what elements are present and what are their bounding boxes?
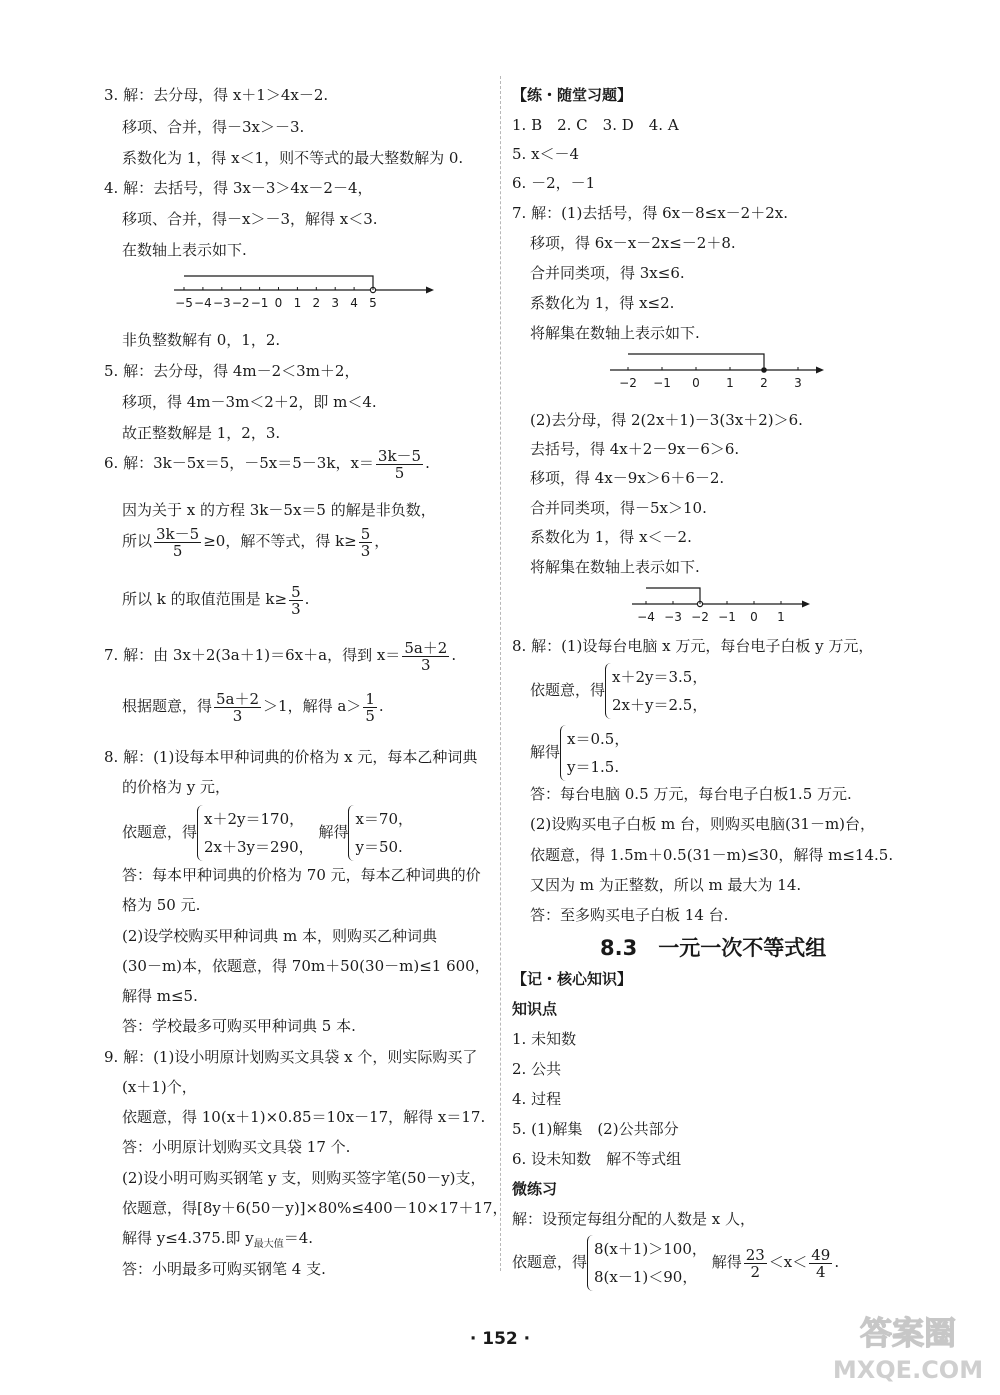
q4-number-line: [174, 270, 436, 316]
core-knowledge-header: 【记・核心知识】: [512, 970, 633, 988]
q8-line: 答：每本甲种词典的价格为 70 元，每本乙种词典的价: [122, 866, 481, 884]
equation: 8(x＋1)＞100，: [594, 1240, 707, 1258]
axis-tick-label: −4: [637, 610, 655, 624]
fraction: [809, 1247, 832, 1280]
q8-line: 格为 50 元.: [122, 896, 201, 914]
q6-text: .: [425, 454, 430, 472]
q7-line-1: [104, 638, 456, 673]
numerator: 3k－5: [156, 524, 200, 543]
r7-line: 去括号，得 4x＋2－9x－6＞6.: [530, 440, 740, 458]
r8-text: 解得: [530, 743, 561, 761]
numerator: 5: [291, 582, 301, 601]
q6-text: 所以 k 的取值范围是 k≥: [122, 590, 288, 608]
practice-header: 【练・随堂习题】: [512, 86, 633, 104]
axis-tick-label: 4: [350, 296, 358, 310]
r7-line: 合并同类项，得 3x≤6.: [530, 264, 685, 282]
fraction: [154, 526, 201, 559]
q7-line-2: [122, 689, 384, 724]
q7-text: 7. 解：由 3x＋2(3a＋1)＝6x＋a，得到 x＝: [104, 646, 401, 664]
q4-line: 在数轴上表示如下.: [122, 241, 247, 259]
q7-text: 根据题意，得: [122, 697, 213, 715]
q8-line: 的价格为 y 元，: [122, 778, 231, 796]
knowledge-point: 1. 未知数: [512, 1030, 577, 1048]
q6-text: 6. 解：3k－5x＝5，－5x＝5－3k，x＝: [104, 454, 374, 472]
q9-text: 解得 y≤4.375.即 y: [122, 1229, 254, 1247]
q9-line: 答：小明最多可购买钢笔 4 支.: [122, 1260, 326, 1278]
knowledge-point: 5. (1)解集 (2)公共部分: [512, 1120, 679, 1138]
r7-line: 将解集在数轴上表示如下.: [530, 558, 700, 576]
axis-tick-label: −1: [653, 376, 671, 390]
axis-tick-label: −1: [250, 296, 269, 310]
knowledge-point: 2. 公共: [512, 1060, 562, 1078]
column-divider: [500, 76, 501, 1271]
equation-system: [605, 663, 707, 719]
fraction: [402, 640, 449, 673]
page-number: · 152 ·: [469, 1329, 531, 1349]
knowledge-points-title: 知识点: [512, 1000, 558, 1018]
r7-line: 合并同类项，得－5x＞10.: [530, 499, 707, 517]
q6-line-3: [122, 524, 389, 559]
r7-line: 移项，得 6x－x－2x≤－2＋8.: [530, 234, 736, 252]
svg-text:MXQE.COM: MXQE.COM: [832, 1356, 984, 1384]
r8-line: 依题意，得 1.5m＋0.5(31－m)≤30，解得 m≤14.5.: [530, 846, 894, 864]
q8-line: 答：学校最多可购买甲种词典 5 本.: [122, 1017, 356, 1035]
fraction: [376, 448, 423, 481]
q5-line: 移项，得 4m－3m＜2＋2，即 m＜4.: [122, 393, 377, 411]
numerator: 5a＋2: [216, 689, 260, 708]
axis-tick-label: 0: [274, 296, 283, 310]
axis-tick-label: 0: [750, 610, 758, 624]
denominator: 5: [365, 706, 375, 725]
q8-line: (2)设学校购买甲种词典 m 本，则购买乙种词典: [122, 927, 438, 945]
axis-tick-label: −2: [619, 376, 637, 390]
q4-line: 4. 解：去括号，得 3x－3＞4x－2－4，: [104, 179, 373, 197]
numerator: 5: [360, 524, 371, 543]
q6-text: ，: [374, 532, 390, 550]
equation: x＝70，: [355, 810, 414, 828]
fraction: [359, 526, 373, 559]
q6-text: ≥0，解不等式，得 k≥: [203, 532, 357, 550]
watermark-logo: [828, 1306, 988, 1388]
knowledge-point: 4. 过程: [512, 1090, 562, 1108]
micro-text: .: [834, 1253, 840, 1271]
q9-text: ＝4.: [283, 1229, 314, 1247]
q4-line: 非负整数解有 0，1，2.: [122, 331, 281, 349]
q8-system-line: [122, 802, 413, 862]
q6-line-4: [122, 582, 309, 617]
denominator: 3: [360, 541, 371, 560]
q7-text: ＞1，解得 a＞: [263, 697, 362, 715]
r7-line: 7. 解：(1)去括号，得 6x－8≤x－2＋2x.: [512, 204, 788, 222]
q6-text: .: [304, 590, 310, 608]
micro-text: 依题意，得: [512, 1253, 588, 1271]
axis-tick-label: 1: [293, 296, 302, 310]
axis-tick-label: −3: [212, 296, 231, 310]
fraction: [289, 584, 303, 617]
r8-line: 答：至多购买电子白板 14 台.: [530, 906, 729, 924]
numerator: 23: [745, 1245, 765, 1264]
axis-tick-label: 0: [692, 376, 700, 390]
axis-tick-label: 5: [369, 296, 377, 310]
q6-line-2: 因为关于 x 的方程 3k－5x＝5 的解是非负数，: [122, 501, 436, 519]
equation-system: [587, 1235, 707, 1291]
r8-system-line: [530, 660, 707, 720]
fraction: [214, 691, 261, 724]
r8-text: 依题意，得: [530, 681, 606, 699]
equation: x＋2y＝3.5，: [612, 668, 708, 686]
q8-text: 依题意，得: [122, 823, 198, 841]
q6-line-1: [104, 446, 430, 481]
q8-line: (30－m)本，依题意，得 70m＋50(30－m)≤1 600，: [122, 957, 490, 975]
r7-number-line-2: [632, 584, 810, 632]
axis-tick-label: −1: [718, 610, 736, 624]
r7-line: 系数化为 1，得 x≤2.: [530, 294, 675, 312]
q5-line: 故正整数解是 1，2，3.: [122, 424, 281, 442]
q9-line: [122, 1228, 313, 1255]
micro-text: 解得: [711, 1253, 742, 1271]
q3-line: 3. 解：去分母，得 x＋1＞4x－2.: [104, 86, 329, 104]
q9-line: (2)设小明可购买钢笔 y 支，则购买签字笔(50－y)支，: [122, 1169, 486, 1187]
r7-number-line-1: [610, 350, 826, 398]
q9-line: 9. 解：(1)设小明原计划购买文具袋 x 个，则实际购买了: [104, 1048, 478, 1066]
equation: y＝1.5.: [567, 758, 620, 776]
q8-text: 解得: [318, 823, 349, 841]
r8-line: 8. 解：(1)设每台电脑 x 万元，每台电子白板 y 万元，: [512, 637, 874, 655]
denominator: 3: [291, 599, 301, 618]
axis-tick-label: −5: [175, 296, 193, 310]
q6-text: 所以: [122, 532, 153, 550]
r8-line: (2)设购买电子白板 m 台，则购买电脑(31－m)台，: [530, 815, 876, 833]
axis-tick-label: 3: [331, 296, 340, 310]
equation-system: [560, 725, 629, 781]
axis-tick-label: −2: [691, 610, 709, 624]
q9-line: 依题意，得 10(x＋1)×0.85＝10x－17，解得 x＝17.: [122, 1108, 486, 1126]
equation: x＋2y＝170，: [204, 810, 305, 828]
axis-tick-label: 2: [760, 376, 768, 390]
equation: 2x＋y＝2.5，: [612, 696, 708, 714]
q7-text: .: [451, 646, 457, 664]
axis-tick-label: −3: [664, 610, 682, 624]
q4-line: 移项、合并，得－x＞－3，解得 x＜3.: [122, 210, 378, 228]
denominator: 3: [421, 655, 431, 674]
q9-line: (x＋1)个，: [122, 1078, 197, 1096]
numerator: 3k－5: [377, 446, 422, 465]
equation: x＝0.5，: [567, 730, 630, 748]
subscript: 最大值: [253, 1239, 284, 1250]
axis-tick-label: 1: [726, 376, 734, 390]
numerator: 1: [365, 689, 375, 708]
svg-text:答案圈: 答案圈: [859, 1314, 957, 1352]
r7-line: 将解集在数轴上表示如下.: [530, 324, 700, 342]
section-title: 8.3 一元一次不等式组: [600, 936, 827, 960]
equation: 2x＋3y＝290，: [204, 838, 314, 856]
r7-line: (2)去分母，得 2(2x＋1)－3(3x＋2)＞6.: [530, 411, 803, 429]
fraction: [744, 1247, 767, 1280]
denominator: 5: [172, 541, 183, 560]
numerator: 5a＋2: [404, 638, 448, 657]
axis-tick-label: −4: [194, 296, 212, 310]
q8-line: 解得 m≤5.: [122, 987, 198, 1005]
denominator: 5: [394, 463, 405, 482]
q9-line: 依题意，得[8y＋6(50－y)]×80%≤400－10×17＋17，: [122, 1199, 508, 1217]
axis-tick-label: −2: [231, 296, 250, 310]
equation-system: [348, 805, 413, 861]
answer-6: 6. －2，－1: [512, 174, 596, 192]
fraction: [363, 691, 377, 724]
equation-system: [197, 805, 314, 861]
r7-line: 移项，得 4x－9x＞6＋6－2.: [530, 469, 725, 487]
answer-5: 5. x＜－4: [512, 145, 580, 163]
denominator: 4: [816, 1262, 826, 1281]
q5-line: 5. 解：去分母，得 4m－2＜3m＋2，: [104, 362, 360, 380]
r8-line: 答：每台电脑 0.5 万元，每台电子白板1.5 万元.: [530, 785, 852, 803]
numerator: 49: [811, 1245, 831, 1264]
denominator: 2: [750, 1262, 761, 1281]
q8-line: 8. 解：(1)设每本甲种词典的价格为 x 元，每本乙种词典: [104, 748, 478, 766]
axis-tick-label: 2: [312, 296, 321, 310]
knowledge-point: 6. 设未知数 解不等式组: [512, 1150, 682, 1168]
micro-system-line: [512, 1232, 839, 1292]
q3-line: 系数化为 1，得 x＜1，则不等式的最大整数解为 0.: [122, 149, 464, 167]
q7-text: .: [378, 697, 384, 715]
axis-tick-label: 3: [794, 376, 802, 390]
micro-line: 解：设预定每组分配的人数是 x 人，: [512, 1210, 755, 1228]
axis-tick-label: 1: [777, 610, 785, 624]
denominator: 3: [232, 706, 243, 725]
equation: y＝50.: [355, 838, 403, 856]
answers-1-4: 1. B 2. C 3. D 4. A: [512, 116, 679, 134]
r8-line: 又因为 m 为正整数，所以 m 最大为 14.: [530, 876, 802, 894]
q3-line: 移项、合并，得－3x＞－3.: [122, 118, 305, 136]
r8-solution-line: [530, 722, 629, 782]
q9-line: 答：小明原计划购买文具袋 17 个.: [122, 1138, 351, 1156]
equation: 8(x－1)＜90，: [594, 1268, 698, 1286]
micro-text: ＜x＜: [768, 1253, 808, 1271]
micro-practice-title: 微练习: [512, 1180, 558, 1198]
r7-line: 系数化为 1，得 x＜－2.: [530, 528, 692, 546]
